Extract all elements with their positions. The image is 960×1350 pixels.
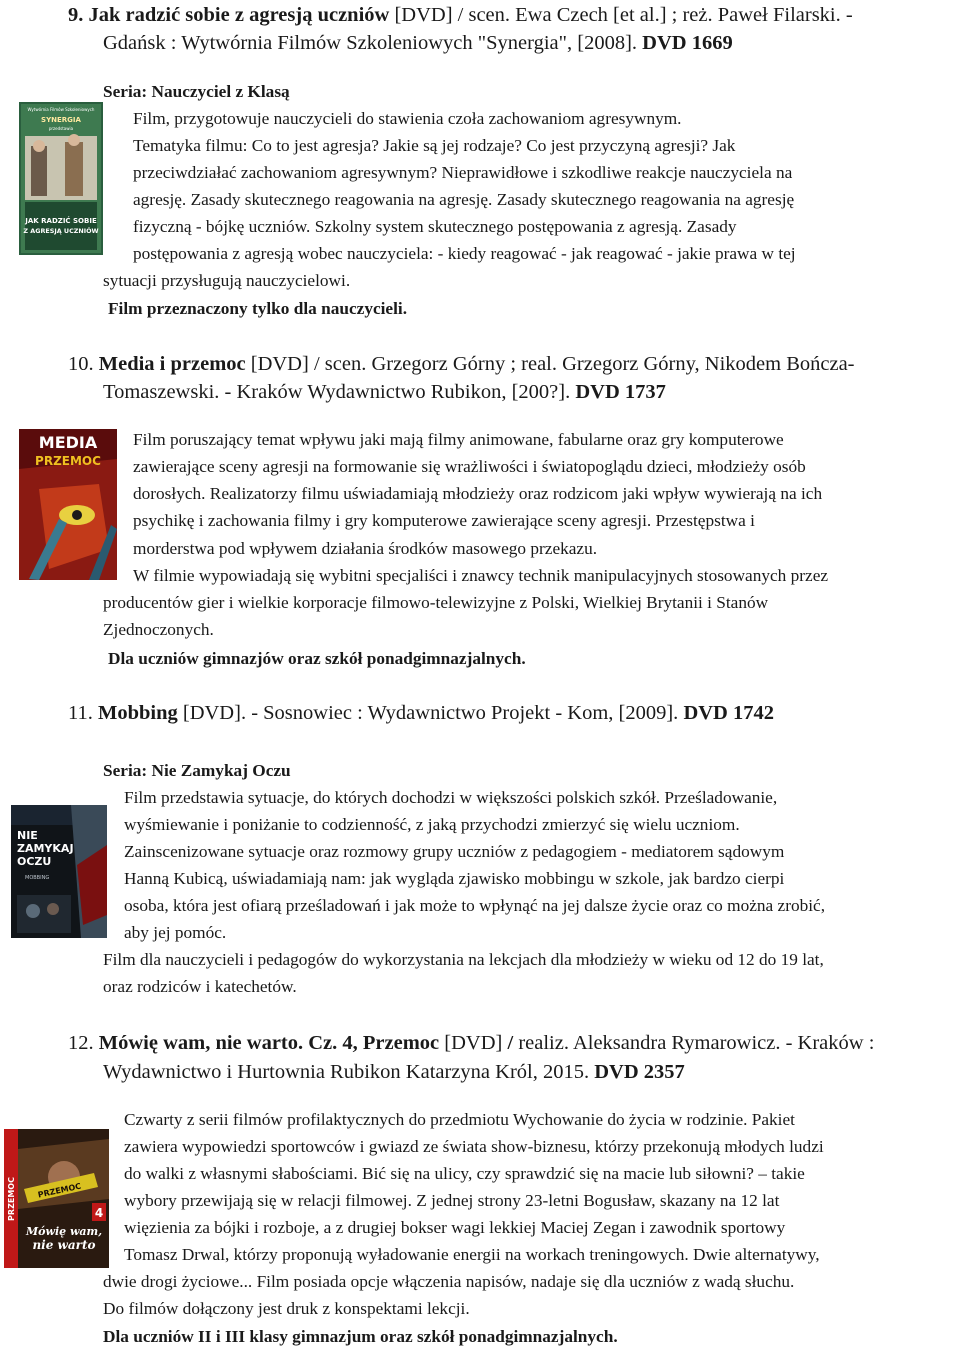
entry-10-heading-line2 [103, 377, 666, 407]
entry-call-number: DVD 1737 [575, 381, 666, 403]
entry-bibliography-slash: / [507, 1032, 514, 1054]
entry-title: Media i przemoc [98, 353, 246, 375]
entry-9-description-line: Film, przygotowuje nauczycieli do stawienia czoła zachowaniom agresywnym. [133, 109, 682, 128]
entry-title: Mobbing [98, 702, 178, 724]
entry-9-description-line: przeciwdziałać zachowaniom agresywnym? Nieprawidłowe i szkodliwe reakcje nauczyciela na [133, 163, 793, 182]
cover-publisher-text: Wytwórnia Filmów Szkoleniowych [27, 107, 95, 112]
entry-10-description-line: Zjednoczonych. [103, 620, 214, 639]
entry-11-description-line: aby jej pomóc. [124, 923, 227, 942]
entry-9-audience: Film przeznaczony tylko dla nauczycieli. [108, 299, 408, 318]
entry-bibliography: [DVD] [439, 1032, 508, 1054]
cover-title-line2: Z AGRESJĄ UCZNIÓW [23, 227, 99, 235]
entry-number: 12. [68, 1032, 94, 1054]
entry-number: 11. [68, 702, 93, 724]
entry-12-heading-line1 [68, 1028, 874, 1058]
entry-10-description-line: dorosłych. Realizatorzy filmu uświadamiają młodzieży oraz rodzicom jaki wpływ wywierają na ich [133, 484, 823, 503]
entry-title: Mówię wam, nie warto. Cz. 4, Przemoc [98, 1032, 440, 1054]
entry-9-description-line: sytuacji przysługują nauczycielowi. [103, 271, 351, 290]
cover-brand-text: SYNERGIA [41, 116, 81, 124]
entry-11-description-line: oraz rodziców i katechetów. [103, 977, 297, 996]
entry-number: 10. [68, 353, 94, 375]
entry-series: Seria: Nie Zamykaj Oczu [103, 761, 291, 780]
entry-9-description-line: agresję. Zasady skutecznego reagowania na agresję. Zasady skutecznego reagowania na agresję [133, 190, 795, 209]
entry-title: Jak radzić sobie z agresją uczniów [88, 4, 390, 26]
entry-10-description-line: Film poruszający temat wpływu jaki mają filmy animowane, fabularne oraz gry komputerowe [133, 430, 784, 449]
entry-10-description-line: morderstwa pod wpływem działania środków masowego przekazu. [133, 539, 598, 558]
cover-sub-text: MOBBING [25, 875, 50, 881]
entry-12-heading-line2 [103, 1057, 685, 1087]
entry-bibliography: [DVD] / scen. Grzegorz Górny ; real. Grzegorz Górny, Nikodem Bończa- [245, 353, 855, 375]
entry-10-description-line: W filmie wypowiadają się wybitni specjaliści i znawcy technik manipulacyjnych stosowanych przez [133, 566, 829, 585]
cover-title-line1: NIE [17, 829, 38, 842]
entry-bibliography: realiz. Aleksandra Rymarowicz. - Kraków : [513, 1032, 875, 1054]
entry-9-heading-line2 [103, 28, 733, 58]
entry-10-heading-line1 [68, 349, 855, 379]
entry-11-description-line: Hanną Kubicą, uświadamiają nam: jak wygląda zjawisko mobbingu w szkole, jak bardzo cierpi [124, 869, 785, 888]
entry-11-description-line: osoba, która jest ofiarą prześladowań i jak może to wpłynąć na jej dalsze życie oraz co można zrobić, [124, 896, 826, 915]
entry-12-cover-image [4, 1129, 109, 1268]
entry-publisher: Tomaszewski. - Kraków Wydawnictwo Rubikon, [200?]. [103, 381, 576, 403]
entry-11-description-line: Zainscenizowane sytuacje oraz rozmowy grupy uczniów z pedagogiem - mediatorem sądowym [124, 842, 785, 861]
cover-title-line1: Mówię wam, [25, 1225, 103, 1238]
cover-title-line1: MEDIA [38, 433, 98, 452]
entry-12-description-line: Czwarty z serii filmów profilaktycznych do przedmiotu Wychowanie do życia w rodzinie. Pakiet [124, 1110, 795, 1129]
entry-publisher: Wydawnictwo i Hurtownia Rubikon Katarzyna Król, 2015. [103, 1061, 595, 1083]
cover-title-line2: nie warto [32, 1238, 96, 1252]
entry-12-description-line: zawiera wypowiedzi sportowców i gwiazd ze świata show-biznesu, którzy przekonują młodych ludzi [124, 1137, 824, 1156]
cover-number-text: 4 [94, 1206, 104, 1220]
cover-title-line1: JAK RADZIĆ SOBIE [25, 217, 97, 225]
entry-call-number: DVD 1742 [683, 702, 774, 724]
entry-12-description-line: do walki z własnymi słabościami. Bić się na ulicy, czy sprawdzić się na macie lub siłowni? – takie [124, 1164, 805, 1183]
entry-10-description-line: psychikę i zachowania filmy i gry komputerowe zawierające sceny agresji. Przestępstwa i [133, 511, 755, 530]
entry-11-description-line: Film dla nauczycieli i pedagogów do wykorzystania na lekcjach dla młodzieży w wieku od 12 do 19 lat, [103, 950, 824, 969]
entry-12-description-line: Tomasz Drwal, którzy proponują wyładowanie energii na workach treningowych. Dwie alternatywy, [124, 1245, 820, 1264]
entry-9-cover-image [19, 102, 103, 255]
entry-9-description-line: fizyczną - bójkę uczniów. Szkolny system skutecznego postępowania z agresją. Zasady [133, 217, 737, 236]
entry-11-heading-line1 [68, 698, 774, 728]
entry-12-description-line: wybory przewijają się w relacji filmowej. Z jednej strony 23-letni Bogusław, skazany na 12 lat [124, 1191, 780, 1210]
entry-10-description-line: zawierające sceny agresji na formowanie się wrażliwości i światopoglądu dzieci, młodzieży osób [133, 457, 806, 476]
entry-call-number: DVD 1669 [642, 32, 733, 54]
entry-9-description-line: Tematyka filmu: Co to jest agresja? Jakie są jej rodzaje? Co jest przyczyną agresji? Jak [133, 136, 736, 155]
cover-title-line3: OCZU [17, 855, 52, 868]
entry-call-number: DVD 2357 [594, 1061, 685, 1083]
entry-9-description-line: postępowania z agresją wobec nauczyciela: - kiedy reagować - jak reagować - jakie prawa w tej [133, 244, 796, 263]
cover-title-line2: ZAMYKAJ [17, 842, 74, 855]
entry-bibliography: [DVD]. - Sosnowiec : Wydawnictwo Projekt - Kom, [2009]. [177, 702, 684, 724]
entry-10-description-line: producentów gier i wielkie korporacje filmowo-telewizyjne z Polski, Wielkiej Brytanii i Stanów [103, 593, 769, 612]
entry-12-description-line: Do filmów dołączony jest druk z konspektami lekcji. [103, 1299, 470, 1318]
cover-title-line2: PRZEMOC [35, 454, 101, 468]
entry-number: 9. [68, 4, 84, 26]
entry-10-cover-image [19, 429, 117, 580]
entry-9-heading-line1 [68, 0, 853, 30]
entry-12-description-line: dwie drogi życiowe... Film posiada opcje włączenia napisów, nadaje się dla uczniów z wadą słuchu. [103, 1272, 795, 1291]
entry-series: Seria: Nauczyciel z Klasą [103, 82, 290, 101]
cover-spine-text: PRZEMOC [7, 1177, 16, 1221]
entry-11-cover-image [11, 805, 107, 938]
entry-bibliography: [DVD] / scen. Ewa Czech [et al.] ; reż. Paweł Filarski. - [389, 4, 853, 26]
entry-11-description-line: Film przedstawia sytuacje, do których dochodzi w większości polskich szkół. Prześladowanie, [124, 788, 778, 807]
entry-publisher: Gdańsk : Wytwórnia Filmów Szkoleniowych "Synergia", [2008]. [103, 32, 643, 54]
entry-12-description-line: więzienia za bójki i rozboje, a z drugiej bokser wagi lekkiej Maciej Zegan i zawodnik sportowy [124, 1218, 786, 1237]
entry-11-description-line: wyśmiewanie i poniżanie to codzienność, z jaką przychodzi zmierzyć się wielu uczniom. [124, 815, 740, 834]
entry-10-audience: Dla uczniów gimnazjów oraz szkół ponadgimnazjalnych. [108, 649, 526, 668]
cover-banner-text: PRZEMOC [37, 1181, 82, 1200]
cover-sub-text: przedstawia [48, 126, 74, 131]
entry-12-audience: Dla uczniów II i III klasy gimnazjum oraz szkół ponadgimnazjalnych. [103, 1327, 618, 1346]
